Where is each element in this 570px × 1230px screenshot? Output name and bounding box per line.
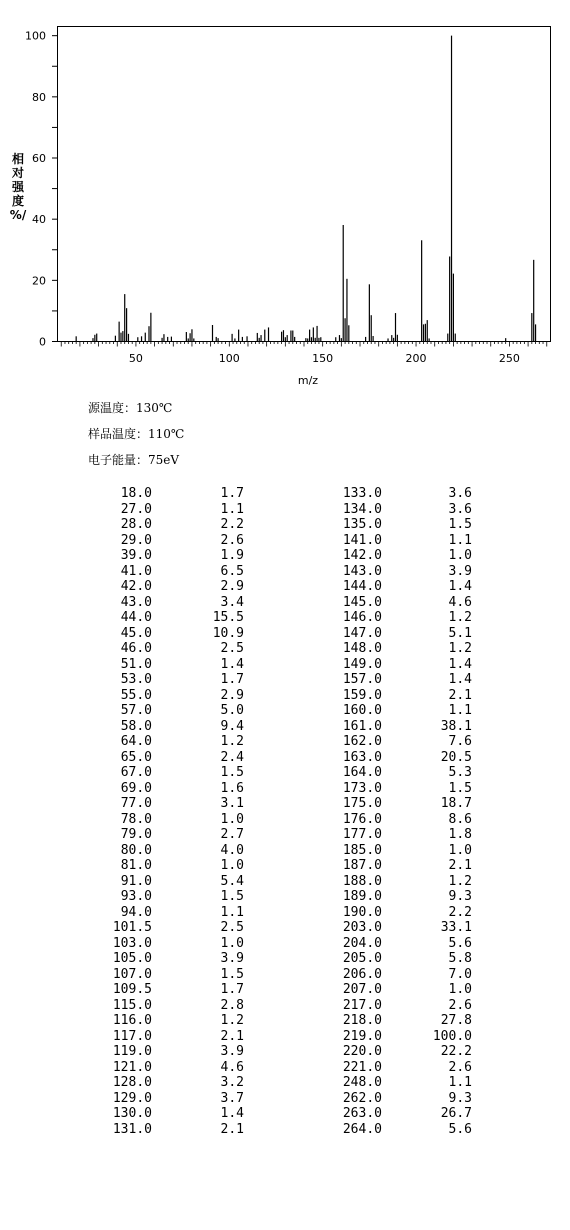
mz-value: 185.0 xyxy=(342,842,382,858)
intensity-value: 5.0 xyxy=(220,703,244,718)
peak-row xyxy=(92,889,244,905)
peak-row xyxy=(330,1075,472,1091)
intensity-value: 1.6 xyxy=(220,780,244,796)
mz-value: 173.0 xyxy=(342,780,382,796)
mz-value: 128.0 xyxy=(112,1075,152,1090)
mz-value: 149.0 xyxy=(342,656,382,672)
mz-value: 163.0 xyxy=(342,749,382,765)
mz-value: 221.0 xyxy=(342,1059,382,1075)
intensity-value: 27.8 xyxy=(440,1013,472,1028)
mz-value: 105.0 xyxy=(112,951,152,966)
intensity-value: 3.6 xyxy=(448,486,472,501)
intensity-value: 1.0 xyxy=(448,548,472,563)
intensity-value: 1.0 xyxy=(448,842,472,858)
mz-value: 162.0 xyxy=(342,734,382,749)
mass-spectrum-chart xyxy=(0,0,570,395)
y-axis-label-char: 对 xyxy=(11,166,25,180)
intensity-value: 1.4 xyxy=(220,656,244,672)
intensity-value: 1.7 xyxy=(220,672,244,687)
mz-value: 43.0 xyxy=(120,594,152,610)
mz-value: 77.0 xyxy=(120,796,152,811)
mz-value: 44.0 xyxy=(120,610,152,625)
mz-value: 91.0 xyxy=(120,873,152,889)
peak-row xyxy=(330,672,472,688)
mz-value: 94.0 xyxy=(120,904,152,920)
intensity-value: 1.5 xyxy=(220,966,244,982)
intensity-value: 2.1 xyxy=(220,1028,244,1044)
peak-table-column xyxy=(330,486,472,1137)
intensity-value: 1.4 xyxy=(448,579,472,594)
mz-value: 219.0 xyxy=(342,1028,382,1044)
intensity-value: 2.2 xyxy=(220,517,244,532)
intensity-value: 1.5 xyxy=(220,765,244,780)
mz-value: 116.0 xyxy=(112,1013,152,1028)
intensity-value: 9.3 xyxy=(448,889,472,904)
intensity-value: 5.6 xyxy=(448,935,472,951)
peak-row xyxy=(330,641,472,657)
peak-row xyxy=(330,874,472,890)
peak-row xyxy=(330,889,472,905)
mz-value: 69.0 xyxy=(120,780,152,796)
peak-row xyxy=(330,1044,472,1060)
intensity-value: 3.1 xyxy=(220,796,244,811)
mz-value: 18.0 xyxy=(120,486,152,501)
peak-row xyxy=(330,610,472,626)
peak-row xyxy=(330,827,472,843)
intensity-value: 1.0 xyxy=(220,858,244,873)
mz-value: 121.0 xyxy=(112,1059,152,1075)
peak-row xyxy=(92,1106,244,1122)
intensity-value: 1.2 xyxy=(448,641,472,656)
intensity-value: 2.5 xyxy=(220,641,244,656)
intensity-value: 2.8 xyxy=(220,997,244,1013)
peak-row xyxy=(330,858,472,874)
peak-row xyxy=(92,765,244,781)
mz-value: 142.0 xyxy=(342,548,382,563)
mz-value: 188.0 xyxy=(342,873,382,889)
mz-value: 161.0 xyxy=(342,718,382,734)
mz-value: 79.0 xyxy=(120,827,152,842)
mz-value: 46.0 xyxy=(120,641,152,656)
peak-row xyxy=(330,1013,472,1029)
peak-row xyxy=(330,796,472,812)
peak-row xyxy=(330,703,472,719)
mz-value: 141.0 xyxy=(342,532,382,548)
peak-row xyxy=(92,796,244,812)
peak-row xyxy=(92,672,244,688)
intensity-value: 5.8 xyxy=(448,951,472,966)
mz-value: 204.0 xyxy=(342,935,382,951)
peak-row xyxy=(330,564,472,580)
peak-row xyxy=(330,843,472,859)
intensity-value: 22.2 xyxy=(440,1044,472,1059)
intensity-value: 2.6 xyxy=(448,1059,472,1075)
peak-row xyxy=(92,827,244,843)
intensity-value: 1.5 xyxy=(448,517,472,532)
peak-row xyxy=(92,874,244,890)
peak-row xyxy=(330,502,472,518)
mz-value: 67.0 xyxy=(120,765,152,780)
peak-row xyxy=(92,920,244,936)
peak-row xyxy=(92,641,244,657)
mz-value: 164.0 xyxy=(342,765,382,780)
x-axis-label: m/z xyxy=(297,374,319,387)
mz-value: 220.0 xyxy=(342,1044,382,1059)
intensity-value: 1.0 xyxy=(220,935,244,951)
mz-value: 58.0 xyxy=(120,718,152,734)
peak-row xyxy=(92,936,244,952)
peak-row xyxy=(330,905,472,921)
x-tick-label: 150 xyxy=(312,352,334,365)
peak-row xyxy=(330,579,472,595)
peak-row xyxy=(330,1091,472,1107)
intensity-value: 1.4 xyxy=(448,672,472,687)
mz-value: 160.0 xyxy=(342,703,382,718)
electron-energy: 电子能量：75eV xyxy=(88,453,180,467)
mz-value: 206.0 xyxy=(342,966,382,982)
peak-row xyxy=(330,626,472,642)
intensity-value: 1.5 xyxy=(448,780,472,796)
peak-row xyxy=(92,843,244,859)
intensity-value: 1.4 xyxy=(448,656,472,672)
mz-value: 159.0 xyxy=(342,687,382,703)
mz-value: 41.0 xyxy=(120,563,152,579)
intensity-value: 1.7 xyxy=(220,486,244,501)
y-axis-label-char: 度 xyxy=(11,194,25,208)
intensity-value: 1.2 xyxy=(448,873,472,889)
mz-value: 129.0 xyxy=(112,1090,152,1106)
peak-row xyxy=(92,781,244,797)
peak-row xyxy=(330,750,472,766)
mz-value: 53.0 xyxy=(120,672,152,687)
peak-row xyxy=(330,812,472,828)
peak-row xyxy=(92,998,244,1014)
intensity-value: 18.7 xyxy=(440,796,472,811)
intensity-value: 2.6 xyxy=(220,532,244,548)
peak-row xyxy=(92,1075,244,1091)
mz-value: 177.0 xyxy=(342,827,382,842)
peak-row xyxy=(330,734,472,750)
intensity-value: 4.0 xyxy=(220,842,244,858)
mz-value: 65.0 xyxy=(120,749,152,765)
mz-value: 115.0 xyxy=(112,997,152,1013)
intensity-value: 3.4 xyxy=(220,594,244,610)
experiment-conditions xyxy=(88,398,184,476)
mz-value: 175.0 xyxy=(342,796,382,811)
peak-row xyxy=(92,750,244,766)
mz-value: 57.0 xyxy=(120,703,152,718)
intensity-value: 4.6 xyxy=(448,594,472,610)
mz-value: 187.0 xyxy=(342,858,382,873)
intensity-value: 38.1 xyxy=(440,718,472,734)
peak-row xyxy=(92,595,244,611)
peak-row xyxy=(330,548,472,564)
peak-row xyxy=(92,951,244,967)
y-axis-label-char: 强 xyxy=(11,180,25,194)
y-axis-label xyxy=(10,151,27,222)
peak-row xyxy=(330,1122,472,1138)
intensity-value: 2.9 xyxy=(220,579,244,594)
mz-value: 145.0 xyxy=(342,594,382,610)
y-tick-label: 40 xyxy=(32,213,46,227)
peak-row xyxy=(92,858,244,874)
peak-row xyxy=(330,486,472,502)
intensity-value: 7.6 xyxy=(448,734,472,749)
peak-row xyxy=(92,579,244,595)
mz-value: 134.0 xyxy=(342,501,382,517)
intensity-value: 1.2 xyxy=(220,734,244,749)
y-axis xyxy=(25,30,58,349)
mz-value: 119.0 xyxy=(112,1044,152,1059)
peak-row xyxy=(92,1029,244,1045)
peak-row xyxy=(92,703,244,719)
mz-value: 189.0 xyxy=(342,889,382,904)
peak-row xyxy=(92,982,244,998)
intensity-value: 1.1 xyxy=(448,532,472,548)
mz-value: 29.0 xyxy=(120,532,152,548)
intensity-value: 2.9 xyxy=(220,687,244,703)
intensity-value: 3.9 xyxy=(220,1044,244,1059)
y-tick-label: 100 xyxy=(25,29,46,43)
peak-table-column xyxy=(92,486,244,1137)
mz-value: 218.0 xyxy=(342,1013,382,1028)
mz-value: 64.0 xyxy=(120,734,152,749)
mz-value: 42.0 xyxy=(120,579,152,594)
peak-row xyxy=(92,688,244,704)
mz-value: 207.0 xyxy=(342,982,382,997)
intensity-value: 5.3 xyxy=(448,765,472,780)
intensity-value: 5.6 xyxy=(448,1121,472,1137)
intensity-value: 10.9 xyxy=(212,625,244,641)
mz-value: 147.0 xyxy=(342,625,382,641)
x-axis xyxy=(61,342,547,366)
source-temperature: 源温度：130℃ xyxy=(88,401,173,415)
intensity-value: 1.5 xyxy=(220,889,244,904)
sample-temperature: 样品温度：110℃ xyxy=(88,427,185,441)
mz-value: 81.0 xyxy=(120,858,152,873)
intensity-value: 9.4 xyxy=(220,718,244,734)
intensity-value: 2.4 xyxy=(220,749,244,765)
peak-row xyxy=(92,1091,244,1107)
peak-row xyxy=(330,595,472,611)
intensity-value: 7.0 xyxy=(448,966,472,982)
peak-row xyxy=(92,812,244,828)
peak-row xyxy=(92,502,244,518)
peak-row xyxy=(92,1044,244,1060)
peak-row xyxy=(330,1029,472,1045)
mz-value: 51.0 xyxy=(120,656,152,672)
mz-value: 262.0 xyxy=(342,1090,382,1106)
intensity-value: 3.9 xyxy=(220,951,244,966)
intensity-value: 1.2 xyxy=(220,1013,244,1028)
peak-row xyxy=(92,1013,244,1029)
intensity-value: 1.7 xyxy=(220,982,244,997)
intensity-value: 3.9 xyxy=(448,563,472,579)
intensity-value: 20.5 xyxy=(440,749,472,765)
peak-row xyxy=(330,936,472,952)
peak-row xyxy=(330,1060,472,1076)
plot-frame xyxy=(58,27,551,342)
mz-value: 248.0 xyxy=(342,1075,382,1090)
peak-row xyxy=(330,657,472,673)
intensity-value: 2.6 xyxy=(448,997,472,1013)
mz-value: 130.0 xyxy=(112,1106,152,1121)
intensity-value: 1.2 xyxy=(448,610,472,625)
peak-row xyxy=(330,719,472,735)
mz-value: 146.0 xyxy=(342,610,382,625)
intensity-value: 1.1 xyxy=(220,904,244,920)
intensity-value: 4.6 xyxy=(220,1059,244,1075)
peak-row xyxy=(330,517,472,533)
intensity-value: 5.1 xyxy=(448,625,472,641)
mz-value: 263.0 xyxy=(342,1106,382,1121)
peak-row xyxy=(92,1060,244,1076)
peak-row xyxy=(330,781,472,797)
peak-row xyxy=(330,920,472,936)
mz-value: 45.0 xyxy=(120,625,152,641)
intensity-value: 9.3 xyxy=(448,1090,472,1106)
peak-row xyxy=(92,517,244,533)
mz-value: 103.0 xyxy=(112,935,152,951)
mz-value: 107.0 xyxy=(112,966,152,982)
mz-value: 131.0 xyxy=(112,1121,152,1137)
mz-value: 28.0 xyxy=(120,517,152,532)
peak-row xyxy=(92,610,244,626)
intensity-value: 1.0 xyxy=(448,982,472,997)
intensity-value: 3.2 xyxy=(220,1075,244,1090)
y-axis-label-char: %/ xyxy=(9,208,27,222)
mz-value: 143.0 xyxy=(342,563,382,579)
peak-row xyxy=(92,564,244,580)
peak-row xyxy=(92,486,244,502)
y-tick-label: 60 xyxy=(32,152,46,166)
intensity-value: 1.8 xyxy=(448,827,472,842)
intensity-value: 2.7 xyxy=(220,827,244,842)
mz-value: 144.0 xyxy=(342,579,382,594)
mz-value: 78.0 xyxy=(120,811,152,827)
intensity-value: 100.0 xyxy=(432,1028,472,1044)
peak-row xyxy=(330,967,472,983)
mz-value: 55.0 xyxy=(120,687,152,703)
mz-value: 101.5 xyxy=(112,920,152,935)
x-tick-label: 100 xyxy=(218,352,240,365)
intensity-value: 33.1 xyxy=(440,920,472,935)
peak-row xyxy=(92,626,244,642)
peak-row xyxy=(92,967,244,983)
x-tick-label: 50 xyxy=(128,352,143,365)
intensity-value: 1.1 xyxy=(448,703,472,718)
mz-value: 217.0 xyxy=(342,997,382,1013)
mz-value: 117.0 xyxy=(112,1028,152,1044)
mz-value: 27.0 xyxy=(120,501,152,517)
y-tick-label: 80 xyxy=(32,90,46,104)
peak-row xyxy=(330,998,472,1014)
mz-value: 148.0 xyxy=(342,641,382,656)
peak-row xyxy=(330,765,472,781)
intensity-value: 2.1 xyxy=(448,858,472,873)
intensity-value: 2.5 xyxy=(220,920,244,935)
peak-row xyxy=(330,533,472,549)
intensity-value: 2.2 xyxy=(448,904,472,920)
x-tick-label: 200 xyxy=(405,352,427,365)
mz-value: 264.0 xyxy=(342,1121,382,1137)
intensity-value: 8.6 xyxy=(448,811,472,827)
intensity-value: 1.0 xyxy=(220,811,244,827)
intensity-value: 1.9 xyxy=(220,548,244,563)
intensity-value: 6.5 xyxy=(220,563,244,579)
peak-row xyxy=(330,688,472,704)
peak-row xyxy=(92,533,244,549)
peak-row xyxy=(330,982,472,998)
peak-row xyxy=(330,1106,472,1122)
peak-row xyxy=(92,905,244,921)
mz-value: 135.0 xyxy=(342,517,382,532)
intensity-value: 1.1 xyxy=(220,501,244,517)
mz-value: 80.0 xyxy=(120,842,152,858)
mz-value: 133.0 xyxy=(342,486,382,501)
spectrum-bars xyxy=(76,36,535,342)
intensity-value: 5.4 xyxy=(220,873,244,889)
mz-value: 39.0 xyxy=(120,548,152,563)
peak-row xyxy=(330,951,472,967)
intensity-value: 3.6 xyxy=(448,501,472,517)
mz-value: 190.0 xyxy=(342,904,382,920)
peak-row xyxy=(92,657,244,673)
mz-value: 176.0 xyxy=(342,811,382,827)
intensity-value: 1.4 xyxy=(220,1106,244,1121)
peak-row xyxy=(92,734,244,750)
intensity-value: 2.1 xyxy=(448,687,472,703)
intensity-value: 3.7 xyxy=(220,1090,244,1106)
y-tick-label: 20 xyxy=(32,274,46,288)
mz-value: 205.0 xyxy=(342,951,382,966)
mz-value: 203.0 xyxy=(342,920,382,935)
intensity-value: 15.5 xyxy=(212,610,244,625)
peak-row xyxy=(92,548,244,564)
intensity-value: 1.1 xyxy=(448,1075,472,1090)
intensity-value: 26.7 xyxy=(440,1106,472,1121)
y-axis-label-char: 相 xyxy=(11,152,25,166)
mz-value: 93.0 xyxy=(120,889,152,904)
peak-row xyxy=(92,719,244,735)
x-tick-label: 250 xyxy=(498,352,520,365)
y-tick-label: 0 xyxy=(39,335,46,349)
peak-row xyxy=(92,1122,244,1138)
intensity-value: 2.1 xyxy=(220,1121,244,1137)
mz-value: 157.0 xyxy=(342,672,382,687)
mz-value: 109.5 xyxy=(112,982,152,997)
